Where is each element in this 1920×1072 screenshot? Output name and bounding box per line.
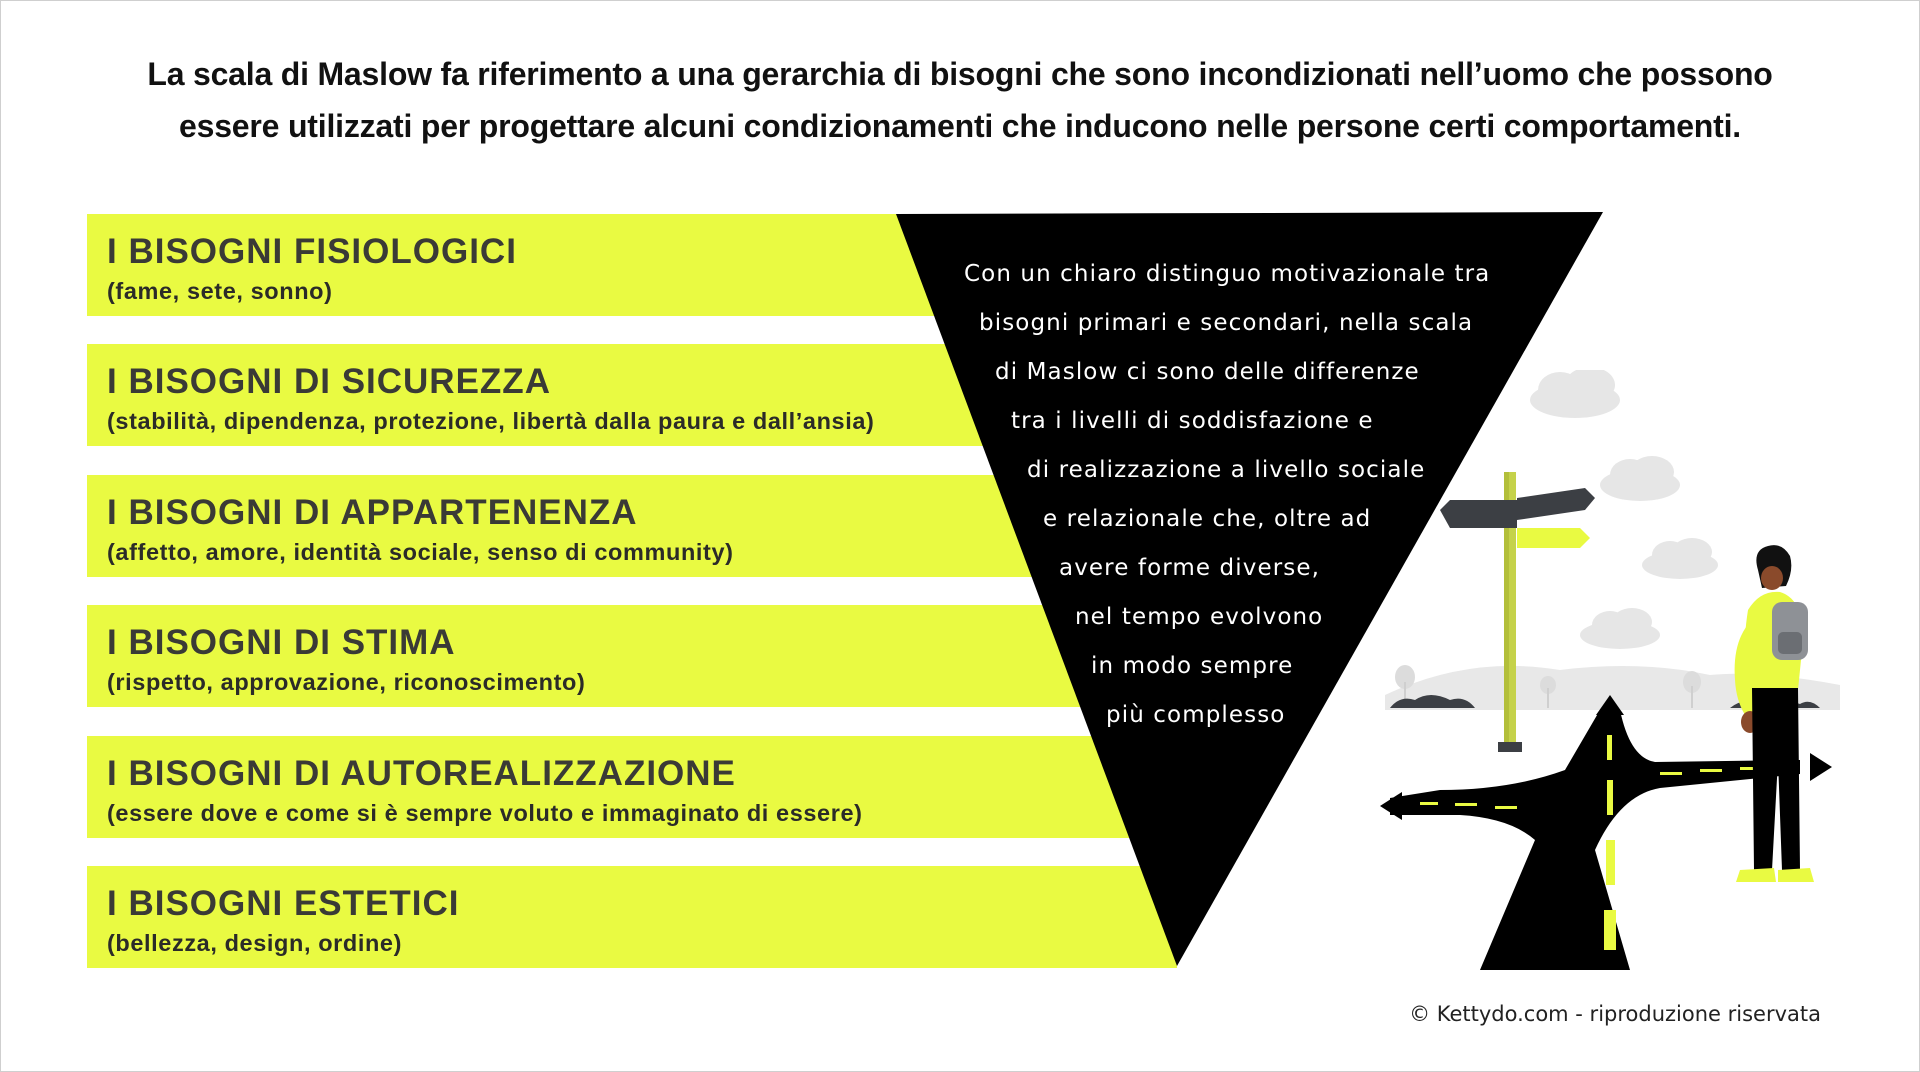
triangle-text-line: Con un chiaro distinguo motivazionale tra [964,261,1491,287]
triangle-text-line: in modo sempre [1091,653,1294,679]
need-title: I BISOGNI ESTETICI [107,884,460,923]
triangle-text-line: di realizzazione a livello sociale [1027,457,1426,483]
crossroads-illustration [1380,370,1860,970]
need-subtitle: (affetto, amore, identità sociale, senso di community) [107,539,734,565]
triangle-text-line: di Maslow ci sono delle differenze [995,359,1420,385]
need-title: I BISOGNI DI SICUREZZA [107,362,551,401]
need-subtitle: (bellezza, design, ordine) [107,930,403,956]
triangle-text-line: e relazionale che, oltre ad [1043,506,1372,532]
need-subtitle: (fame, sete, sonno) [107,278,333,304]
triangle-text-line: bisogni primari e secondari, nella scala [979,310,1474,336]
cloud-icon [1580,608,1660,649]
need-title: I BISOGNI FISIOLOGICI [107,232,517,271]
need-title: I BISOGNI DI AUTOREALIZZAZIONE [107,754,736,793]
need-subtitle: (essere dove e come si è sempre voluto e immaginato di essere) [107,800,863,826]
need-title: I BISOGNI DI APPARTENENZA [107,493,638,532]
need-subtitle: (rispetto, approvazione, riconoscimento) [107,669,586,695]
title-line-2: essere utilizzati per progettare alcuni condizionamenti che inducono nelle persone certi comportamenti. [179,108,1741,144]
cloud-icon [1530,370,1620,418]
person-with-backpack-icon [1735,545,1814,882]
title-line-1: La scala di Maslow fa riferimento a una gerarchia di bisogni che sono incondizionati nell’uomo che possono [147,56,1773,92]
cloud-icon [1600,456,1680,501]
need-subtitle: (stabilità, dipendenza, protezione, libertà dalla paura e dall’ansia) [107,408,875,434]
triangle-text-line: tra i livelli di soddisfazione e [1011,408,1374,434]
cloud-icon [1642,538,1718,579]
triangle-text-line: nel tempo evolvono [1075,604,1324,630]
need-title: I BISOGNI DI STIMA [107,623,456,662]
triangle-text-line: avere forme diverse, [1059,555,1321,581]
copyright-notice: © Kettydo.com - riproduzione riservata [1409,1002,1821,1026]
triangle-text-line: più complesso [1106,702,1286,728]
